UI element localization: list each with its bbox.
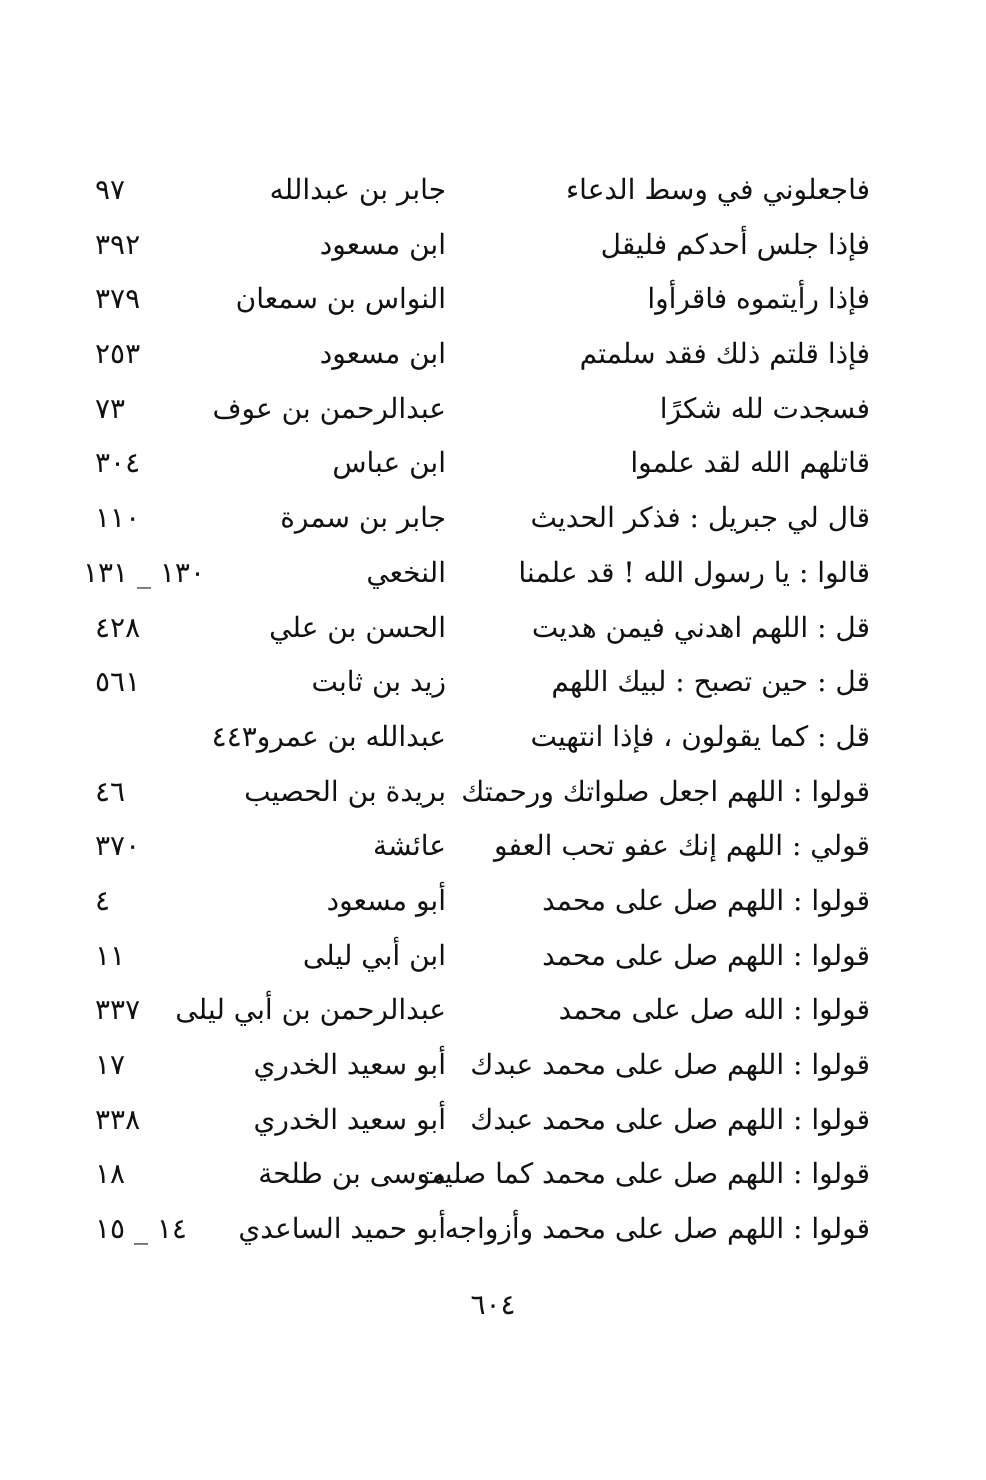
hadith-text: قاتلهم الله لقد علموا <box>630 446 870 480</box>
hadith-text: قل : كما يقولون ، فإذا انتهيت <box>530 719 870 753</box>
narrator-name: عبدالله بن عمرو٤٤٣ <box>211 719 446 753</box>
narrator-name: جابر بن عبدالله <box>269 173 446 206</box>
page-reference: ٤٦ <box>95 774 126 808</box>
index-row <box>95 874 870 929</box>
page-reference: ٤ <box>95 883 111 917</box>
page-reference: ١١ <box>95 938 126 972</box>
narrator-name: ابن عباس <box>332 446 446 480</box>
hadith-text: فإذا جلس أحدكم فليقل <box>600 227 870 261</box>
page-reference: ٩٧ <box>95 173 126 206</box>
narrator-name: أبو مسعود <box>326 883 446 917</box>
hadith-text: قولوا : اللهم صل على محمد <box>542 938 870 972</box>
index-row <box>95 819 870 874</box>
index-table <box>82 163 870 1257</box>
page-reference: ١١٠ <box>95 501 141 535</box>
narrator-name: موسى بن طلحة <box>258 1157 446 1191</box>
page-reference: ٤٢٨ <box>95 610 141 644</box>
index-row <box>95 491 870 546</box>
page-reference: ١٤ _ ١٥ <box>95 1212 187 1246</box>
page-reference: ١٣٠ _ ١٣١ <box>82 555 205 589</box>
hadith-text: قالوا : يا رسول الله ! قد علمنا <box>518 555 870 589</box>
hadith-text: قال لي جبريل : فذكر الحديث <box>530 501 870 535</box>
page-reference: ٣٩٢ <box>95 227 141 261</box>
index-row <box>82 546 870 601</box>
page-reference: ٣٣٧ <box>95 993 141 1027</box>
index-row <box>95 655 870 710</box>
narrator-name: بريدة بن الحصيب <box>244 774 446 808</box>
narrator-name: النخعي <box>366 555 446 589</box>
page-reference: ٥٦١ <box>95 665 141 699</box>
hadith-text: قولوا : اللهم صل على محمد عبدك <box>470 1048 870 1081</box>
hadith-text: قولوا : اللهم صل على محمد كما صليت <box>417 1157 870 1191</box>
narrator-name: ابن مسعود <box>319 337 446 371</box>
page-reference: ٣٧٠ <box>95 829 141 863</box>
narrator-name: أبو حميد الساعدي <box>238 1212 446 1246</box>
index-row <box>95 983 870 1038</box>
index-row <box>95 929 870 984</box>
index-row <box>95 436 870 491</box>
index-row <box>95 1093 870 1148</box>
narrator-name: عبدالرحمن بن أبي ليلى <box>175 993 446 1027</box>
hadith-text: قل : اللهم اهدني فيمن هديت <box>531 610 870 644</box>
page-reference: ١٨ <box>95 1157 126 1191</box>
narrator-name: النواس بن سمعان <box>235 282 446 316</box>
page-reference: ٢٥٣ <box>95 337 141 371</box>
hadith-text: فإذا قلتم ذلك فقد سلمتم <box>579 337 870 371</box>
index-row <box>95 1147 870 1202</box>
page-number: ٦٠٤ <box>470 1288 516 1321</box>
hadith-text: قولوا : الله صل على محمد <box>558 993 870 1027</box>
narrator-name: ابن أبي ليلى <box>302 938 446 972</box>
hadith-text: قولي : اللهم إنك عفو تحب العفو <box>494 829 870 863</box>
narrator-name: ابن مسعود <box>319 227 446 261</box>
index-row <box>95 218 870 273</box>
hadith-text: قولوا : اللهم اجعل صلواتك ورحمتك <box>461 774 870 808</box>
index-row <box>95 382 870 437</box>
hadith-text: فاجعلوني في وسط الدعاء <box>566 173 870 206</box>
page-reference: ٣٣٨ <box>95 1102 141 1136</box>
narrator-name: عائشة <box>372 829 446 863</box>
hadith-text: قولوا : اللهم صل على محمد عبدك <box>470 1102 870 1136</box>
narrator-name: عبدالرحمن بن عوف <box>212 391 446 425</box>
index-row <box>95 710 870 765</box>
index-row <box>95 163 870 218</box>
index-row <box>95 327 870 382</box>
index-row <box>95 272 870 327</box>
hadith-text: قولوا : اللهم صل على محمد وأزواجه <box>444 1212 870 1246</box>
page-reference: ١٧ <box>95 1048 126 1081</box>
index-row <box>95 1038 870 1093</box>
hadith-text: فإذا رأيتموه فاقرأوا <box>647 282 870 316</box>
page-reference: ٣٠٤ <box>95 446 141 480</box>
index-row <box>95 601 870 656</box>
index-row <box>95 1202 870 1257</box>
narrator-name: أبو سعيد الخدري <box>253 1048 446 1081</box>
narrator-name: الحسن بن علي <box>269 610 446 644</box>
narrator-name: زيد بن ثابت <box>311 665 446 699</box>
hadith-text: قولوا : اللهم صل على محمد <box>542 883 870 917</box>
page-reference: ٧٣ <box>95 391 126 425</box>
page-reference: ٣٧٩ <box>95 282 141 316</box>
narrator-name: جابر بن سمرة <box>280 501 446 535</box>
hadith-text: فسجدت لله شكرًا <box>659 391 870 425</box>
hadith-text: قل : حين تصبح : لبيك اللهم <box>551 665 870 699</box>
narrator-name: أبو سعيد الخدري <box>253 1102 446 1136</box>
index-row <box>95 765 870 820</box>
